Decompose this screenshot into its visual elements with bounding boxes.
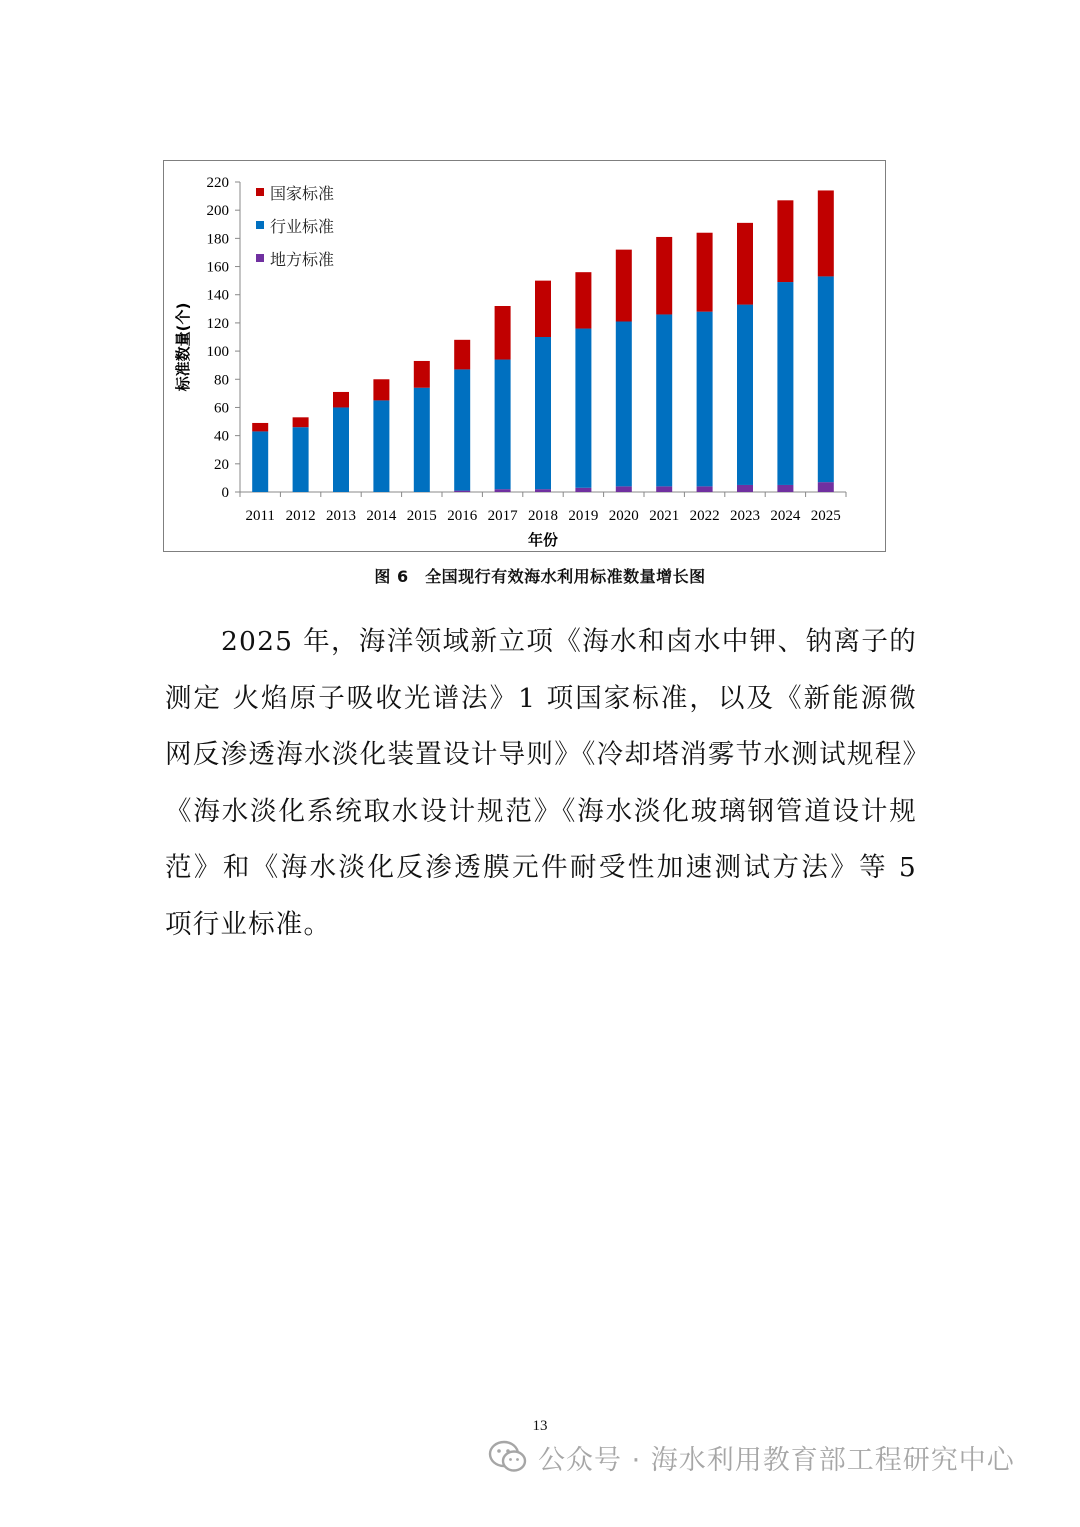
- bar-2017-国家标准: [495, 306, 511, 360]
- bar-2011-行业标准: [252, 431, 268, 492]
- y-tick-label: 0: [221, 485, 229, 501]
- x-tick-label: 2013: [326, 508, 356, 524]
- x-tick-label: 2019: [568, 508, 599, 524]
- bar-2019-地方标准: [575, 488, 591, 492]
- watermark: [488, 1432, 1015, 1482]
- wechat-icon: [488, 1439, 528, 1475]
- x-tick-label: 2022: [689, 508, 720, 524]
- y-tick-label: 40: [214, 428, 229, 445]
- legend-label-行业标准: 行业标准: [270, 217, 335, 236]
- legend-label-国家标准: 国家标准: [270, 184, 335, 203]
- x-tick-label: 2012: [285, 508, 316, 524]
- bar-2024-国家标准: [777, 200, 793, 282]
- bar-2018-国家标准: [535, 281, 551, 337]
- bar-2025-国家标准: [818, 190, 834, 276]
- y-tick-label: 140: [206, 287, 229, 304]
- legend-swatch-地方标准: [256, 254, 264, 262]
- bar-2025-地方标准: [818, 482, 834, 492]
- chart-container: [163, 160, 886, 552]
- bar-2021-国家标准: [656, 237, 672, 314]
- legend-label-地方标准: 地方标准: [270, 250, 335, 269]
- x-tick-label: 2011: [245, 508, 275, 524]
- bar-2019-行业标准: [575, 329, 591, 488]
- bar-2014-行业标准: [373, 400, 389, 492]
- y-tick-label: 200: [206, 203, 229, 220]
- bar-2015-行业标准: [414, 388, 430, 492]
- y-tick-label: 220: [206, 175, 229, 191]
- y-tick-label: 20: [214, 456, 229, 473]
- bar-2016-国家标准: [454, 340, 470, 370]
- y-tick-label: 160: [206, 259, 229, 276]
- paragraph-text: 2025 年，海洋领域新立项《海水和卤水中钾、钠离子的测定 火焰原子吸收光谱法》1 项国家标准，以及《新能源微网反渗透海水淡化装置设计导则》《冷却塔消雾节水测试规程》《海水淡化系统取水设计规范》《海水淡化玻璃钢管道设计规范》和《海水淡化反渗透膜元件耐受性加速测试方法》等 5 项行业标准。: [165, 626, 917, 940]
- x-tick-label: 2020: [608, 508, 639, 524]
- bar-2013-国家标准: [333, 392, 349, 408]
- bar-2025-行业标准: [818, 276, 834, 482]
- legend-swatch-行业标准: [256, 221, 264, 229]
- bar-2020-国家标准: [616, 250, 632, 322]
- bar-2023-国家标准: [737, 223, 753, 305]
- bar-2018-地方标准: [535, 489, 551, 492]
- x-tick-label: 2023: [730, 508, 760, 524]
- bar-2015-国家标准: [414, 361, 430, 388]
- bar-2022-地方标准: [697, 486, 713, 492]
- watermark-text: 公众号 · 海水利用教育部工程研究中心: [538, 1444, 1015, 1476]
- x-tick-label: 2018: [528, 508, 558, 524]
- bar-2024-行业标准: [777, 282, 793, 485]
- y-axis-title: 标准数量(个): [174, 302, 192, 392]
- body-paragraph: [165, 614, 917, 953]
- bar-2017-行业标准: [495, 360, 511, 490]
- bar-2020-地方标准: [616, 486, 632, 492]
- bar-2023-行业标准: [737, 305, 753, 485]
- bar-2012-国家标准: [293, 417, 309, 427]
- bar-2017-地方标准: [495, 489, 511, 492]
- bar-2020-行业标准: [616, 322, 632, 487]
- bar-2014-国家标准: [373, 379, 389, 400]
- x-tick-label: 2015: [406, 508, 437, 524]
- bar-2024-地方标准: [777, 485, 793, 492]
- bar-2013-行业标准: [333, 407, 349, 492]
- figure-caption: 图 6 全国现行有效海水利用标准数量增长图: [374, 567, 706, 586]
- bar-2011-国家标准: [252, 423, 268, 431]
- bar-2016-地方标准: [454, 491, 470, 492]
- x-tick-label: 2017: [487, 508, 518, 524]
- x-tick-label: 2014: [366, 508, 397, 524]
- y-tick-label: 100: [206, 344, 229, 361]
- x-tick-label: 2025: [810, 508, 841, 524]
- y-tick-label: 180: [206, 231, 229, 248]
- bar-2016-行业标准: [454, 369, 470, 490]
- x-tick-label: 2016: [447, 508, 478, 524]
- bar-2023-地方标准: [737, 485, 753, 492]
- bar-2022-行业标准: [697, 312, 713, 487]
- bar-2022-国家标准: [697, 233, 713, 312]
- bar-2018-行业标准: [535, 337, 551, 489]
- bar-2012-行业标准: [293, 427, 309, 492]
- y-tick-label: 120: [206, 315, 229, 332]
- x-tick-label: 2021: [649, 508, 680, 524]
- legend-swatch-国家标准: [256, 188, 264, 196]
- x-axis-title: 年份: [527, 531, 559, 549]
- bar-2021-行业标准: [656, 314, 672, 486]
- x-tick-label: 2024: [770, 508, 801, 524]
- bar-2019-国家标准: [575, 272, 591, 328]
- stacked-bar-chart: [164, 161, 885, 551]
- y-tick-label: 60: [214, 400, 229, 417]
- y-tick-label: 80: [214, 372, 229, 389]
- page-number: 13: [532, 1418, 548, 1434]
- bar-2021-地方标准: [656, 486, 672, 492]
